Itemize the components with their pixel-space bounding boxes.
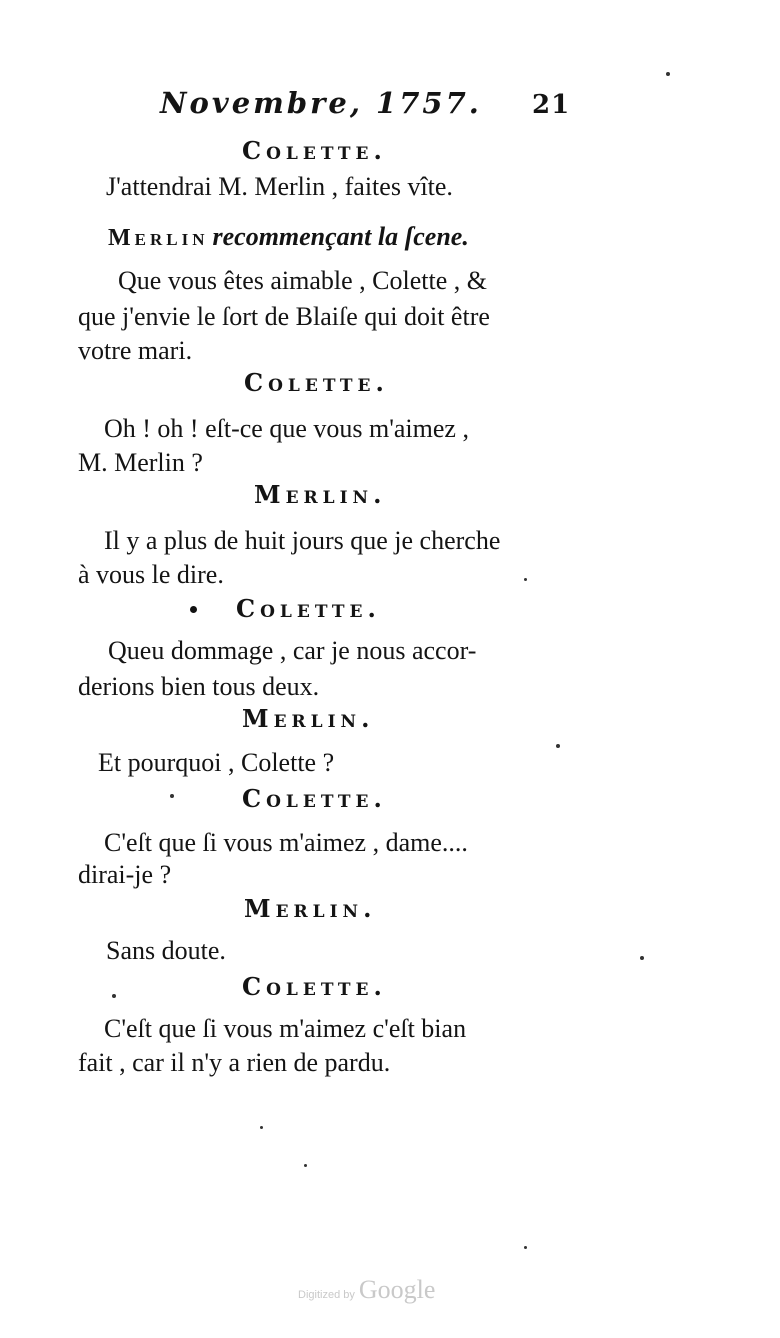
- speaker-colette: Colette.: [242, 136, 387, 165]
- scan-speck: [190, 606, 197, 613]
- scan-speck: [556, 744, 560, 748]
- watermark-brand: Google: [358, 1275, 436, 1304]
- scan-speck: [640, 956, 644, 960]
- dialogue-line: C'eſt que ſi vous m'aimez , dame....: [104, 828, 468, 857]
- dialogue-line: à vous le dire.: [78, 560, 224, 589]
- dialogue-line: votre mari.: [78, 336, 193, 365]
- scan-speck: [524, 578, 527, 581]
- running-header-title: Novembre, 1757.: [160, 86, 482, 120]
- scan-speck: [112, 994, 116, 998]
- page-number: 21: [532, 90, 571, 120]
- digitized-by-google-watermark: [298, 1275, 435, 1305]
- speaker-colette: Colette.: [244, 368, 389, 397]
- dialogue-line: fait , car il n'y a rien de pardu.: [78, 1048, 391, 1077]
- speaker-colette: Colette.: [236, 594, 381, 623]
- scan-speck: [524, 1246, 527, 1249]
- dialogue-line: J'attendrai M. Merlin , faites vîte.: [106, 172, 453, 201]
- direction-text: recommençant la ſcene.: [212, 222, 469, 251]
- scan-speck: [260, 1126, 263, 1129]
- speaker-merlin: Merlin.: [244, 894, 377, 923]
- dialogue-line: Oh ! oh ! eſt-ce que vous m'aimez ,: [104, 414, 469, 443]
- scan-speck: [170, 794, 174, 798]
- speaker-merlin: Merlin.: [254, 480, 387, 509]
- watermark-prefix: Digitized by: [298, 1289, 355, 1301]
- dialogue-line: Que vous êtes aimable , Colette , &: [118, 266, 487, 295]
- scan-speck: [666, 72, 670, 76]
- speaker-colette: Colette.: [242, 972, 387, 1001]
- speaker-merlin: Merlin.: [242, 704, 375, 733]
- speaker-colette: Colette.: [242, 784, 387, 813]
- dialogue-line: C'eſt que ſi vous m'aimez c'eſt bian: [104, 1014, 467, 1043]
- dialogue-line: Il y a plus de huit jours que je cherche: [104, 526, 501, 555]
- dialogue-line: que j'envie le ſort de Blaiſe qui doit être: [78, 302, 490, 331]
- stage-direction: [108, 222, 469, 252]
- dialogue-line: M. Merlin ?: [78, 448, 203, 477]
- dialogue-line: Queu dommage , car je nous accor-: [108, 636, 477, 665]
- speaker-merlin: Merlin: [108, 225, 209, 251]
- scan-speck: [304, 1164, 307, 1167]
- dialogue-line: dirai-je ?: [78, 860, 172, 889]
- dialogue-line: derions bien tous deux.: [78, 672, 320, 701]
- dialogue-line: Et pourquoi , Colette ?: [98, 748, 335, 777]
- dialogue-line: Sans doute.: [106, 936, 226, 965]
